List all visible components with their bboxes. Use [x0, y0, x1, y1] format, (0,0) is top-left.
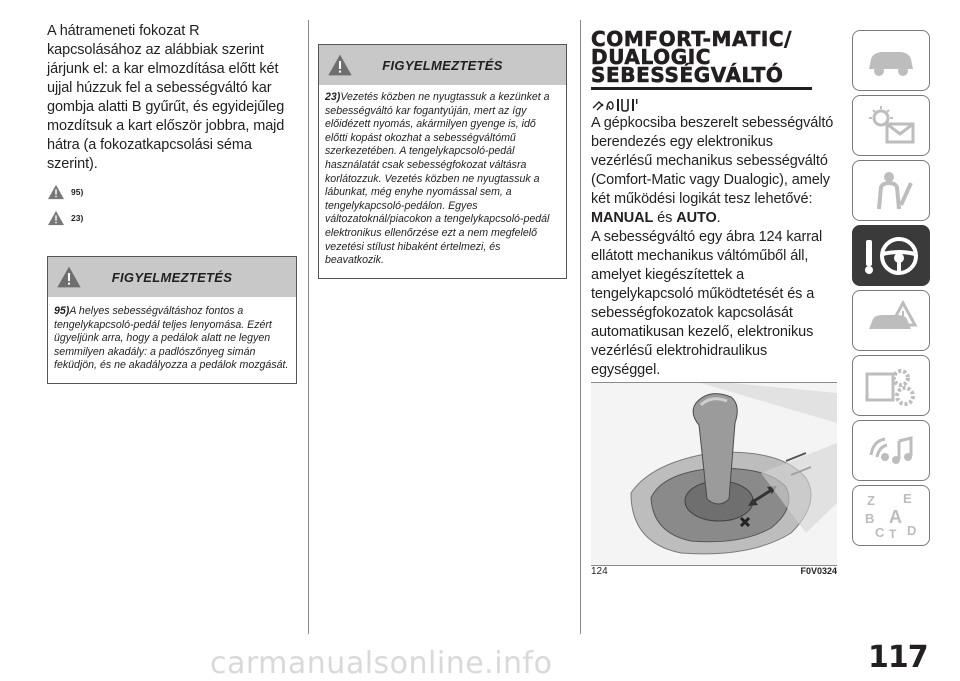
- index-letter: D: [907, 522, 917, 538]
- column-divider: [580, 20, 581, 634]
- heading-line: SEBESSÉGVÁLTÓ: [591, 63, 784, 87]
- warning-lights-icon: [863, 104, 919, 148]
- warning-text: [319, 85, 566, 278]
- tab-dashboard-lights[interactable]: [852, 95, 930, 156]
- tab-emergency[interactable]: [852, 290, 930, 351]
- column-right: [591, 27, 837, 404]
- index-letter: B: [865, 510, 875, 526]
- tab-multimedia[interactable]: [852, 420, 930, 481]
- multimedia-icon: [863, 429, 919, 473]
- heading-line: DUALOGIC: [591, 45, 712, 69]
- tab-index[interactable]: [852, 485, 930, 546]
- index-letter: C: [875, 524, 885, 540]
- warning-title: FIGYELMEZTETÉS: [111, 269, 233, 285]
- warning-label: 23): [325, 91, 341, 103]
- tab-vehicle[interactable]: [852, 30, 930, 91]
- warning-content: A helyes sebességváltáshoz fontos a tengelykapcsoló-pedál teljes lenyomása. Ezért ügyeljünk arra, hogy a pedálok alatt ne legyen semmilyen akadály: a padlószőnyeg simán feküdjön, és ne akadályozza a pedálok mozgását.: [54, 305, 289, 372]
- version-icons: [591, 96, 837, 114]
- figure-code: F0V0324: [800, 566, 837, 576]
- column-divider: [308, 20, 309, 634]
- warning-header: [319, 45, 566, 85]
- warning-text: [48, 297, 296, 383]
- reverse-gear-paragraph: A hátrameneti fokozat R kapcsolásához az alábbiak szerint járjunk el: a kar elmozdítása előtt két ujjal húzzuk fel a sebességváltó kar gombja alatti B gyűrűt, és egyidejűleg mozdítsuk a kart először jobbra, majd hátra (a fokozatkapcsolási séma szerint).: [47, 23, 285, 172]
- warning-triangle-icon: [47, 184, 65, 200]
- warning-label: 95): [54, 305, 70, 317]
- column-left: [47, 22, 297, 384]
- gearbox-intro-paragraph: A gépkocsiba beszerelt sebességváltó berendezés egy elektronikus vezérlésű mechanikus sebességváltó (Comfort-Matic vagy Dualogic), amely két működési logikát tesz lehetővé:: [591, 115, 834, 207]
- maintenance-gears-icon: [863, 364, 919, 408]
- index-letter: E: [903, 490, 912, 506]
- reference-label: 95): [71, 187, 84, 197]
- index-letter: T: [889, 526, 897, 541]
- roadside-emergency-icon: [863, 299, 919, 343]
- warning-triangle-icon: [47, 210, 65, 226]
- chapter-tabs: [852, 30, 930, 550]
- page-number: 117: [868, 640, 928, 675]
- watermark: carmanualsonline.info: [210, 646, 553, 681]
- warning-reference-95: [47, 184, 297, 200]
- tab-maintenance[interactable]: [852, 355, 930, 416]
- steering-wheel-icon: [861, 234, 921, 278]
- mode-auto: AUTO: [676, 210, 717, 226]
- variant-symbols-icon: [591, 96, 641, 114]
- seat-safety-icon: [863, 169, 919, 213]
- figure-number: 124: [591, 566, 608, 577]
- mode-connector: és: [653, 210, 677, 226]
- warning-triangle-icon: [327, 53, 353, 77]
- warning-box-23: [318, 44, 567, 279]
- gear-lever-illustration: [591, 383, 837, 565]
- gear-lever-figure: [591, 382, 837, 566]
- heading-line: COMFORT-MATIC/: [591, 27, 793, 51]
- column-middle: [318, 44, 567, 279]
- warning-header: [48, 257, 296, 297]
- car-icon: [863, 41, 919, 81]
- heading-underline: [591, 87, 812, 90]
- tab-starting-driving[interactable]: [852, 225, 930, 286]
- index-letter: A: [889, 506, 902, 527]
- warning-reference-23: [47, 210, 297, 226]
- warning-triangle-icon: [56, 265, 82, 289]
- warning-title: FIGYELMEZTETÉS: [382, 57, 503, 73]
- gearbox-description-paragraph: A sebességváltó egy ábra 124 karral ellátott mechanikus váltóműből áll, amelyet kiegészítettek a tengelykapcsoló működtetését és a sebességfokozatok kapcsolását automatikusan kezelő, elektronikus vezérlésű elektrohidraulikus egységgel.: [591, 229, 823, 378]
- reference-label: 23): [71, 213, 84, 223]
- mode-manual: MANUAL: [591, 210, 654, 226]
- warning-box-95: [47, 256, 297, 384]
- mode-period: .: [716, 210, 721, 226]
- index-letters-icon: [861, 491, 921, 541]
- index-letter: Z: [867, 492, 875, 508]
- section-heading: [591, 27, 837, 87]
- warning-content: Vezetés közben ne nyugtassuk a kezünket a sebességváltó kar fogantyúján, mert az így előidézett nyomás, akármilyen gyenge is, idő előtti kopást okozhat a sebességváltómű szerkezetében. A tengelykapcsoló-pedál használatát csak sebességfokozat váltásra korlátozzuk. Vezetés közben ne nyugtassuk a lábunkat, még enyhe nyomással sem, a tengelykapcsoló-pedálon. Egyes változatoknál/piacokon a tengelykapcsoló-pedál elektronikus ellenőrzése ezt a nem megfelelő vezetési stílust hibaként értelmezi, és beavatkozik.: [325, 91, 550, 267]
- modes-line: [591, 209, 837, 228]
- tab-safety[interactable]: [852, 160, 930, 221]
